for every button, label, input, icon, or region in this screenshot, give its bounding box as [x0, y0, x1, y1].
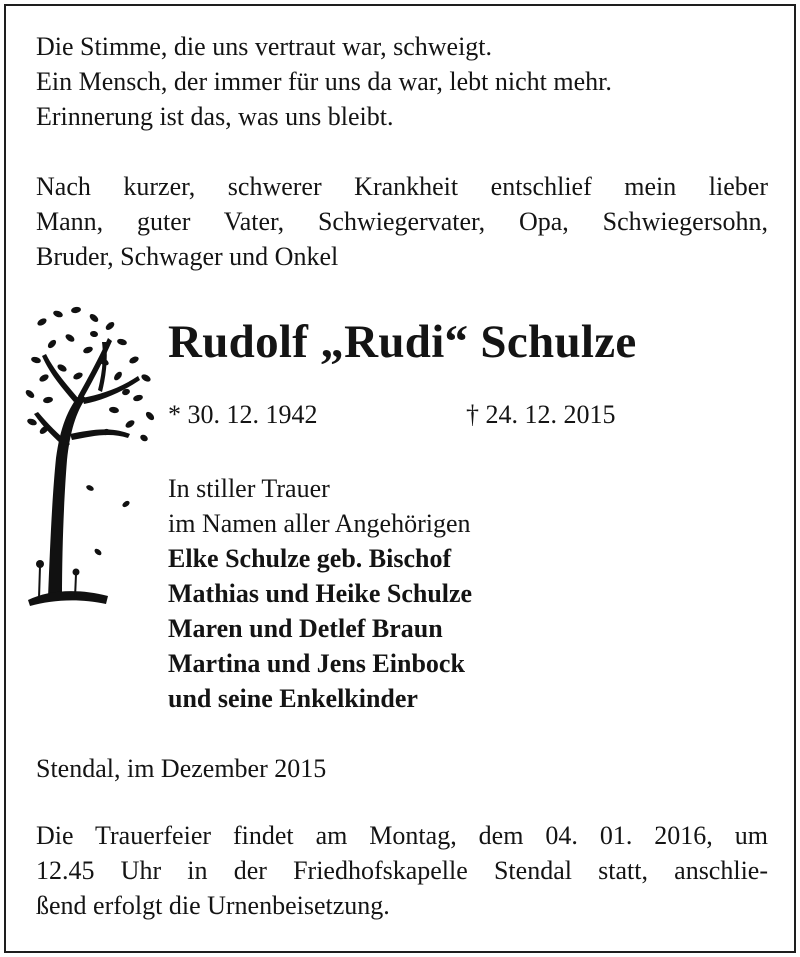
- mourner-name-5: und seine Enkelkinder: [168, 684, 418, 713]
- death-date: † 24. 12. 2015: [466, 400, 616, 429]
- intro-line-1: Die Stimme, die uns vertraut war, schweigt.: [36, 32, 493, 61]
- funeral-line-3: ßend erfolgt die Urnenbeisetzung.: [36, 891, 390, 920]
- deceased-name: Rudolf „Rudi“ Schulze: [168, 316, 637, 368]
- mourners-intro-line-1: In stiller Trauer: [168, 474, 330, 503]
- announcement-line-1: Nach kurzer, schwerer Krankheit entschlief mein lieber: [36, 172, 768, 201]
- place-date: Stendal, im Dezember 2015: [36, 754, 327, 783]
- intro-line-3: Erinnerung ist das, was uns bleibt.: [36, 102, 394, 131]
- tree-icon: [18, 298, 163, 623]
- announcement-line-3: Bruder, Schwager und Onkel: [36, 242, 339, 271]
- mourner-name-1: Elke Schulze geb. Bischof: [168, 544, 452, 573]
- birth-date: * 30. 12. 1942: [168, 400, 318, 429]
- mourner-name-3: Maren und Detlef Braun: [168, 614, 443, 643]
- funeral-line-1: Die Trauerfeier findet am Montag, dem 04. 01. 2016, um: [36, 821, 768, 850]
- announcement-line-2: Mann, guter Vater, Schwiegervater, Opa, Schwiegersohn,: [36, 207, 768, 236]
- mourners-intro-line-2: im Namen aller Angehörigen: [168, 509, 471, 538]
- intro-line-2: Ein Mensch, der immer für uns da war, lebt nicht mehr.: [36, 67, 612, 96]
- mourner-name-2: Mathias und Heike Schulze: [168, 579, 473, 608]
- mourner-name-4: Martina und Jens Einbock: [168, 649, 465, 678]
- funeral-line-2: 12.45 Uhr in der Friedhofskapelle Stendal statt, anschlie-: [36, 856, 768, 885]
